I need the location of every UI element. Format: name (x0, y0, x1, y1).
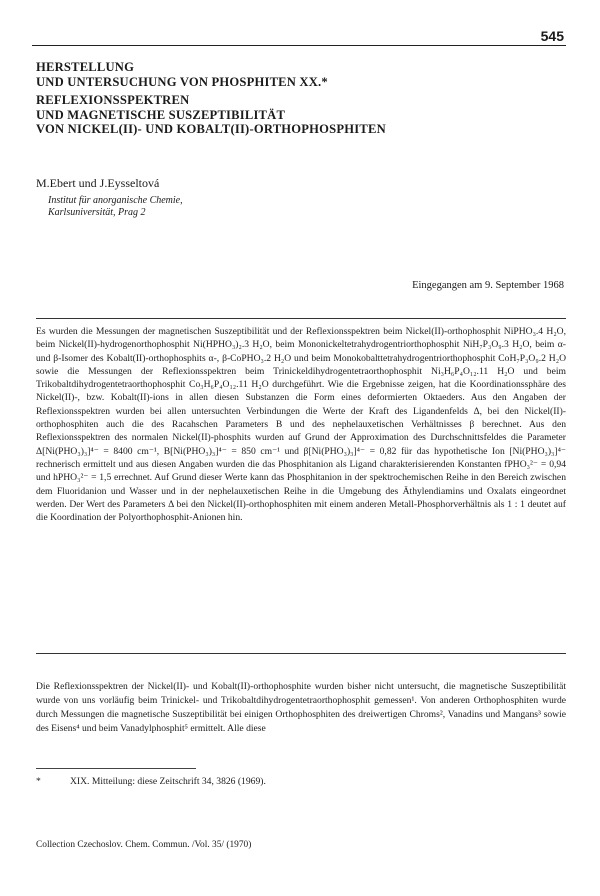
footnote-rule (36, 768, 196, 769)
page-number: 545 (540, 28, 564, 44)
abstract-top-rule (36, 318, 566, 319)
title-line: UND UNTERSUCHUNG VON PHOSPHITEN XX.* (36, 74, 328, 89)
footnote-text: XIX. Mitteilung: diese Zeitschrift 34, 3826 (1969). (70, 776, 266, 787)
title-line: REFLEXIONSSPEKTREN (36, 93, 190, 108)
footnote (36, 776, 266, 787)
footnote-mark: * (36, 776, 41, 787)
abstract-text: Es wurden die Messungen der magnetischen Suszeptibilität und der Reflexionsspektren beim Nickel(II)-orthophosphit NiPHO₃.4 H₂O, beim Nickel(II)-hydrogenorthophosphit Ni(HPHO₃)₂.3 H₂O, beim Mononickeltetrahydrogentriorthophosphit NiH₇P₃O₉.3 H₂O, beim α- und β-Isomer des Kobalt(II)-orthophosphits α-, β-CoPHO₃.2 H₂O und beim Monokobalttetrahydrogentriorthophosphit CoH₇P₃O₉.2 H₂O sowie die Messungen der Reflexionsspektren beim Trinickeldihydrogentetraorthophosphit Ni₃H₆P₄O₁₂.11 H₂O und beim Trikobaltdihydrogentetraorthophosphit Co₃H₆P₄O₁₂.11 H₂O durchgeführt. Wie die Ergebnisse zeigen, hat die Koordinationssphäre des Nickel(II)-, bzw. Kobalt(II)-ions in allen diesen Substanzen die Form eines deformierten Oktaeders. Aus den Angaben der Reflexionsspektren wurden bei allen untersuchten Verbindungen die Werte der Kraft des Ligandenfelds Δ, bei den Nickel(II)-orthophosphiten auch die des Racahschen Parameters B und des nephelauxetischen Verhältnisses β berechnet. Aus den Reflexionsspektren des normalen Nickel(II)-phosphits wurden auf Grund der Approximation des Durchschnittsfeldes die Parameter Δ[Ni(PHO₃)₃]⁴⁻ = 8400 cm⁻¹, B[Ni(PHO₃)₃]⁴⁻ = 850 cm⁻¹ und β[Ni(PHO₃)₃]⁴⁻ = 0,82 für das hypothetische Ion [Ni(PHO₃)₃]⁴⁻ rechnerisch ermittelt und aus diesen Angaben wurden die das Phosphitanion als Ligand charakterisierenden Konstanten fPHO₃²⁻ = 0,94 und hPHO₃²⁻ = 1,5 errechnet. Auf Grund dieser Werte kann das Phosphitanion in der spektrochemischen Reihe in den Bereich zwischen dem Fluoridanion und Wasser und in der nephelauxetischen Reihe in die Umgebung des Äthylendiamins und Oxalats eingeordnet werden. Der Wert des Parameters Δ bei den Nickel(II)-orthophosphiten mit einem anderen Metall-Phosphorverhältnis als 1 : 1 deutet auf die Koordination der Polyorthophosphit-Anionen hin. (36, 326, 566, 524)
title-line: UND MAGNETISCHE SUSZEPTIBILITÄT (36, 107, 286, 122)
abstract-bottom-rule (36, 653, 566, 654)
abstract (36, 325, 566, 524)
body-text (36, 680, 566, 736)
journal-citation: Collection Czechoslov. Chem. Commun. /Vol. 35/ (1970) (36, 840, 252, 850)
intro-paragraph: Die Reflexionsspektren der Nickel(II)- und Kobalt(II)-orthophosphite wurden bisher nicht untersucht, die magnetische Suszeptibilität wurde von uns vorläufig beim Trinickel- und Trikobaltdihydrogentetraorthophosphit gemessen¹. Von anderen Orthophosphiten wurde durch Messungen die magnetische Suszeptibilität bei einigen Orthophosphiten des dreiwertigen Chroms², Vanadins und Mangans³ sowie des Eisens⁴ und beim Vanadylphosphit⁵ ermittelt. Alle diese (36, 681, 566, 734)
received-date: Eingegangen am 9. September 1968 (412, 280, 564, 291)
affiliation-line: Institut für anorganische Chemie, (48, 195, 183, 206)
affiliation (48, 195, 183, 219)
authors: M.Ebert und J.Eysseltová (36, 176, 160, 190)
title-line: VON NICKEL(II)- UND KOBALT(II)-ORTHOPHOSPHITEN (36, 122, 386, 137)
affiliation-line: Karlsuniversität, Prag 2 (48, 207, 146, 218)
title-line: HERSTELLUNG (36, 60, 135, 74)
article-title (36, 60, 566, 137)
header-rule (32, 45, 566, 46)
